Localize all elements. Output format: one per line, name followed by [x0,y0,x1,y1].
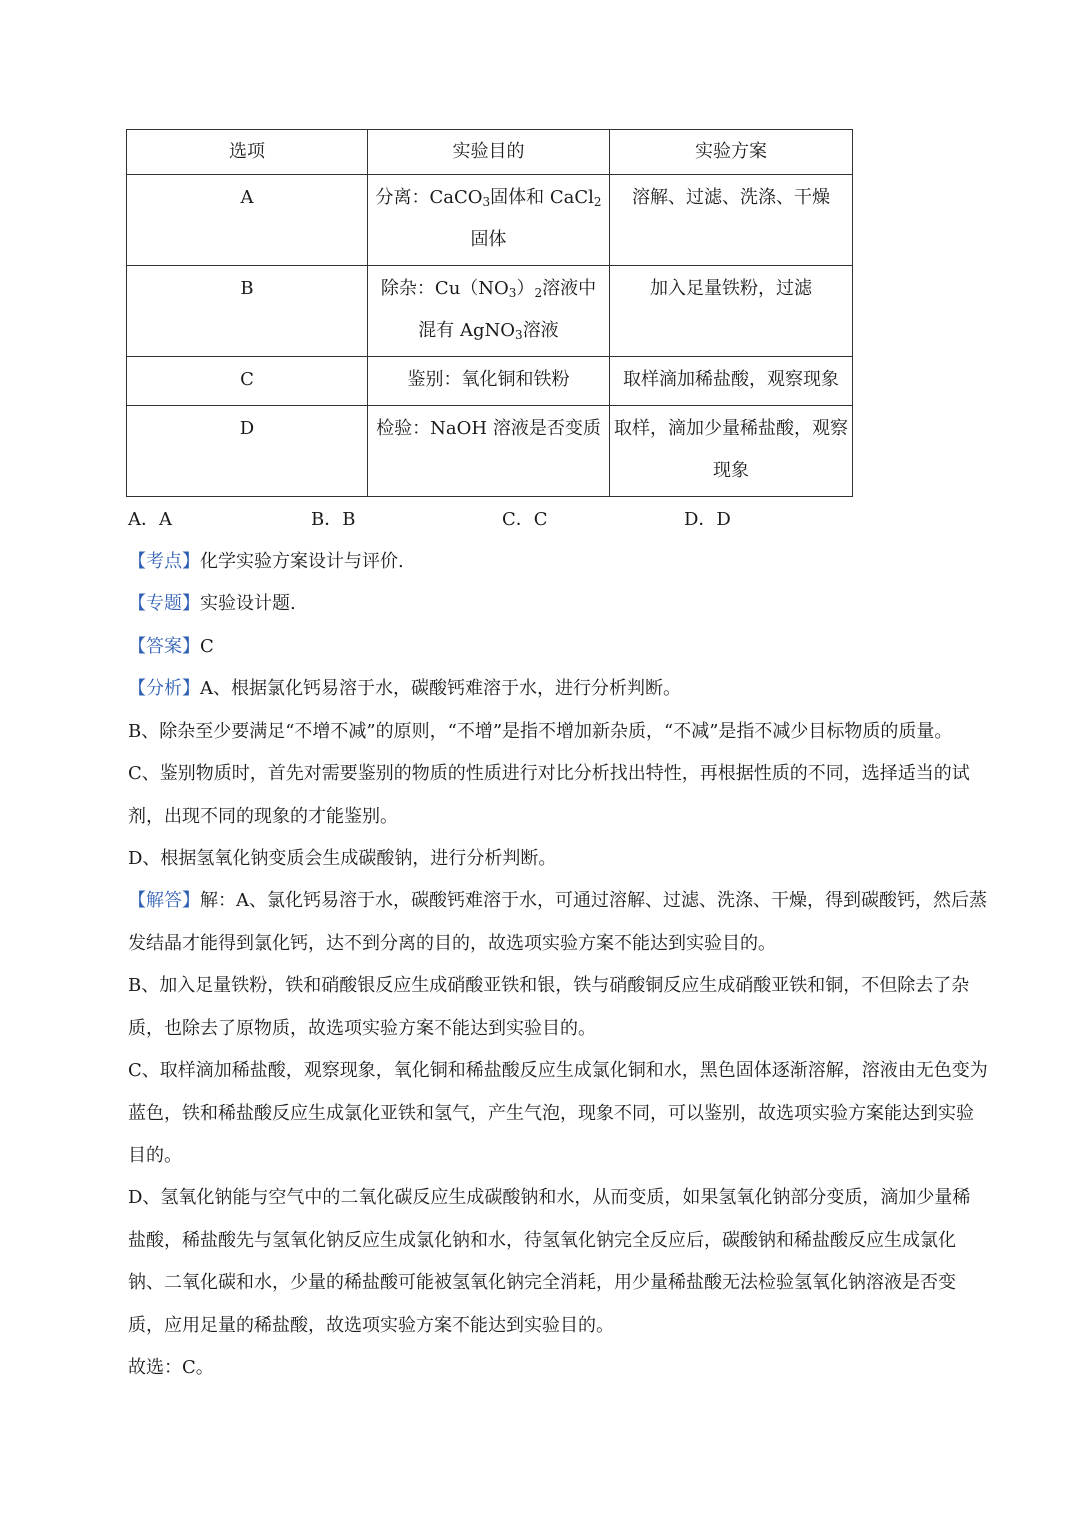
fenxi-b: B、除杂至少要满足“不增不减”的原则，“不增”是指不增加新杂质，“不减”是指不减少目标物质的质量。 [128,721,953,742]
table-row [127,175,853,266]
kaodian-tag: 【考点】 [128,551,200,572]
zhuanti-text: 实验设计题. [200,593,296,614]
row-option: A [127,175,368,266]
choice-c[interactable]: C．C [502,509,548,530]
row-purpose: 分离：CaCO$_3$固体和 CaCl$_2$ 固体 [368,175,610,266]
answer-tag: 【答案】 [128,636,200,657]
fenxi-d: D、根据氢氧化钠变质会生成碳酸钠，进行分析判断。 [128,848,557,869]
header-option: 选项 [127,130,368,175]
header-purpose: 实验目的 [368,130,610,175]
row-option: C [127,357,368,406]
fenxi-a-text: A、根据氯化钙易溶于水，碳酸钙难溶于水，进行分析判断。 [200,678,681,699]
row-plan: 溶解、过滤、洗涤、干燥 [610,175,853,266]
row-purpose: 鉴别：氧化铜和铁粉 [368,357,610,406]
row-plan: 取样，滴加少量稀盐酸，观察现象 [610,406,853,497]
jieda-tag: 【解答】 [128,890,200,911]
kaodian-line [128,541,988,584]
row-purpose: 除杂：$Cu(NO_3)_2$溶液中混有 AgNO$_3$溶液 [368,266,610,357]
kaodian-text: 化学实验方案设计与评价. [200,551,404,572]
final-answer: 故选：C。 [128,1357,214,1378]
row-option: B [127,266,368,357]
fenxi-tag: 【分析】 [128,678,200,699]
header-plan: 实验方案 [610,130,853,175]
row-option: D [127,406,368,497]
table-header-row [127,130,853,175]
jieda-c: C、取样滴加稀盐酸，观察现象，氧化铜和稀盐酸反应生成氯化铜和水，黑色固体逐渐溶解，溶液由无色变为蓝色，铁和稀盐酸反应生成氯化亚铁和氢气，产生气泡，现象不同，可以鉴别，故选项实验方案能达到实验目的。 [128,1060,988,1166]
answer-choices [128,506,928,534]
row-purpose: 检验：NaOH 溶液是否变质 [368,406,610,497]
table-row [127,406,853,497]
table-row [127,266,853,357]
fenxi-c: C、鉴别物质时，首先对需要鉴别的物质的性质进行对比分析找出特性，再根据性质的不同，选择适当的试剂，出现不同的现象的才能鉴别。 [128,763,970,827]
choice-b[interactable]: B．B [311,509,356,530]
zhuanti-line [128,583,988,626]
zhuanti-tag: 【专题】 [128,593,200,614]
answer-line [128,626,988,669]
jieda-d: D、氢氧化钠能与空气中的二氧化碳反应生成碳酸钠和水，从而变质，如果氢氧化钠部分变质，滴加少量稀盐酸，稀盐酸先与氢氧化钠反应生成氯化钠和水，待氢氧化钠完全反应后，碳酸钠和稀盐酸反应生成氯化钠、二氧化碳和水，少量的稀盐酸可能被氢氧化钠完全消耗，用少量稀盐酸无法检验氢氧化钠溶液是否变质，应用足量的稀盐酸，故选项实验方案不能达到实验目的。 [128,1187,971,1336]
jieda-a [128,880,988,965]
choice-a[interactable]: A．A [128,509,172,530]
choice-d[interactable]: D．D [684,509,731,530]
row-plan: 取样滴加稀盐酸，观察现象 [610,357,853,406]
table-row [127,357,853,406]
experiment-table [126,129,853,497]
row-plan: 加入足量铁粉，过滤 [610,266,853,357]
jieda-b: B、加入足量铁粉，铁和硝酸银反应生成硝酸亚铁和银，铁与硝酸铜反应生成硝酸亚铁和铜，不但除去了杂质，也除去了原物质，故选项实验方案不能达到实验目的。 [128,975,970,1039]
jieda-a-text: 解：A、氯化钙易溶于水，碳酸钙难溶于水，可通过溶解、过滤、洗涤、干燥，得到碳酸钙，然后蒸发结晶才能得到氯化钙，达不到分离的目的，故选项实验方案不能达到实验目的。 [128,890,987,954]
fenxi-a [128,668,988,711]
answer-text: C [200,636,214,657]
